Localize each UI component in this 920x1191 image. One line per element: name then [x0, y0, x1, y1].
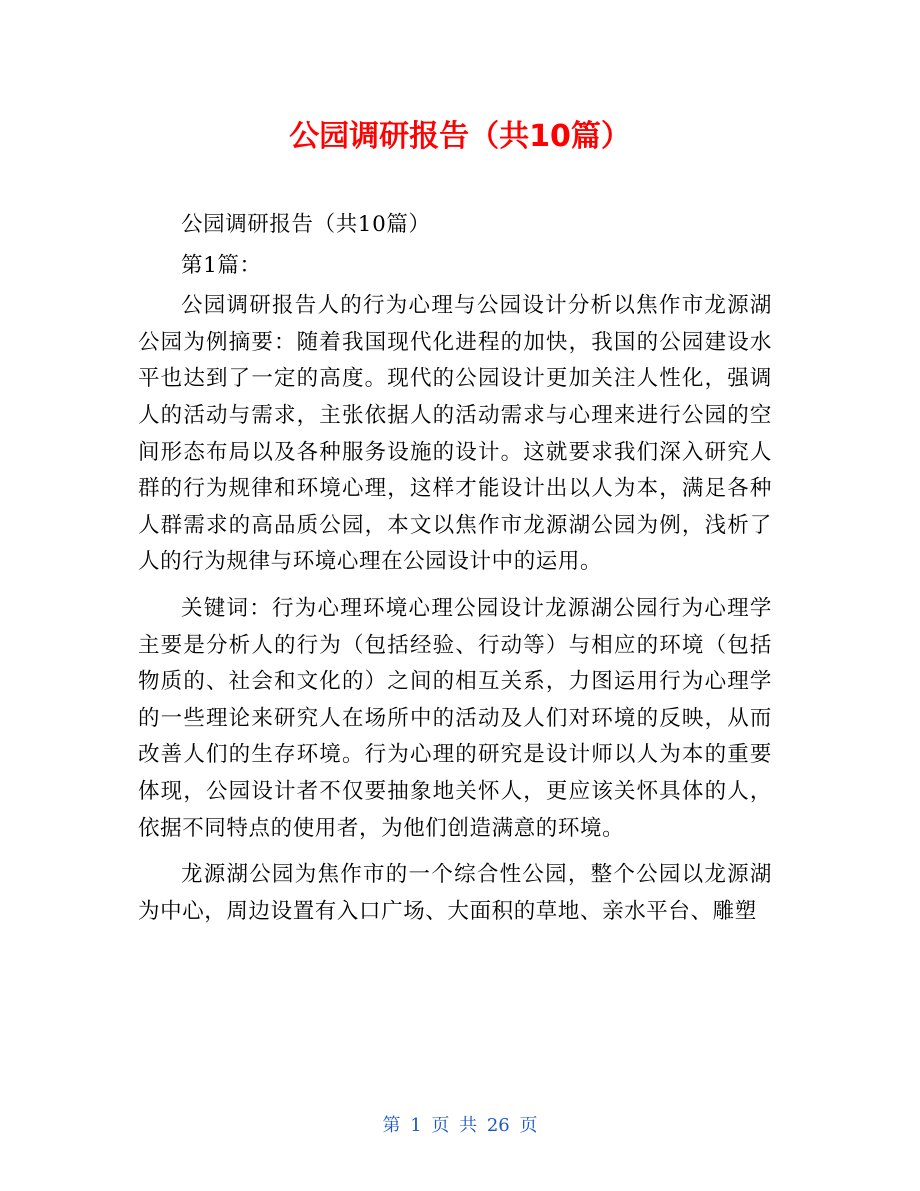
document-title: 公园调研报告（共10篇） [289, 119, 631, 154]
document-body [138, 207, 772, 930]
paragraph-abstract: 公园调研报告人的行为心理与公园设计分析以焦作市龙源湖公园为例摘要：随着我国现代化进程的加快，我国的公园建设水平也达到了一定的高度。现代的公园设计更加关注人性化，强调人的活动与需求，主张依据人的活动需求与心理来进行公园的空间形态布局以及各种服务设施的设计。这就要求我们深入研究人群的行为规律和环境心理，这样才能设计出以人为本，满足各种人群需求的高品质公园，本文以焦作市龙源湖公园为例，浅析了人的行为规律与环境心理在公园设计中的运用。 [138, 293, 772, 575]
paragraph-park-intro: 龙源湖公园为焦作市的一个综合性公园，整个公园以龙源湖为中心，周边设置有入口广场、大面积的草地、亲水平台、雕塑 [138, 862, 772, 924]
paragraph-keywords: 关键词：行为心理环境心理公园设计龙源湖公园行为心理学主要是分析人的行为（包括经验、行动等）与相应的环境（包括物质的、社会和文化的）之间的相互关系，力图运用行为心理学的一些理论来研究人在场所中的活动及人们对环境的反映，从而改善人们的生存环境。行为心理的研究是设计师以人为本的重要体现，公园设计者不仅要抽象地关怀人，更应该关怀具体的人，依据不同特点的使用者，为他们创造满意的环境。 [138, 595, 772, 841]
page-number-footer: 第 1 页 共 26 页 [382, 1115, 538, 1136]
paragraph-subtitle: 公园调研报告（共10篇） [181, 212, 431, 237]
paragraph-section-label: 第1篇： [181, 252, 262, 278]
